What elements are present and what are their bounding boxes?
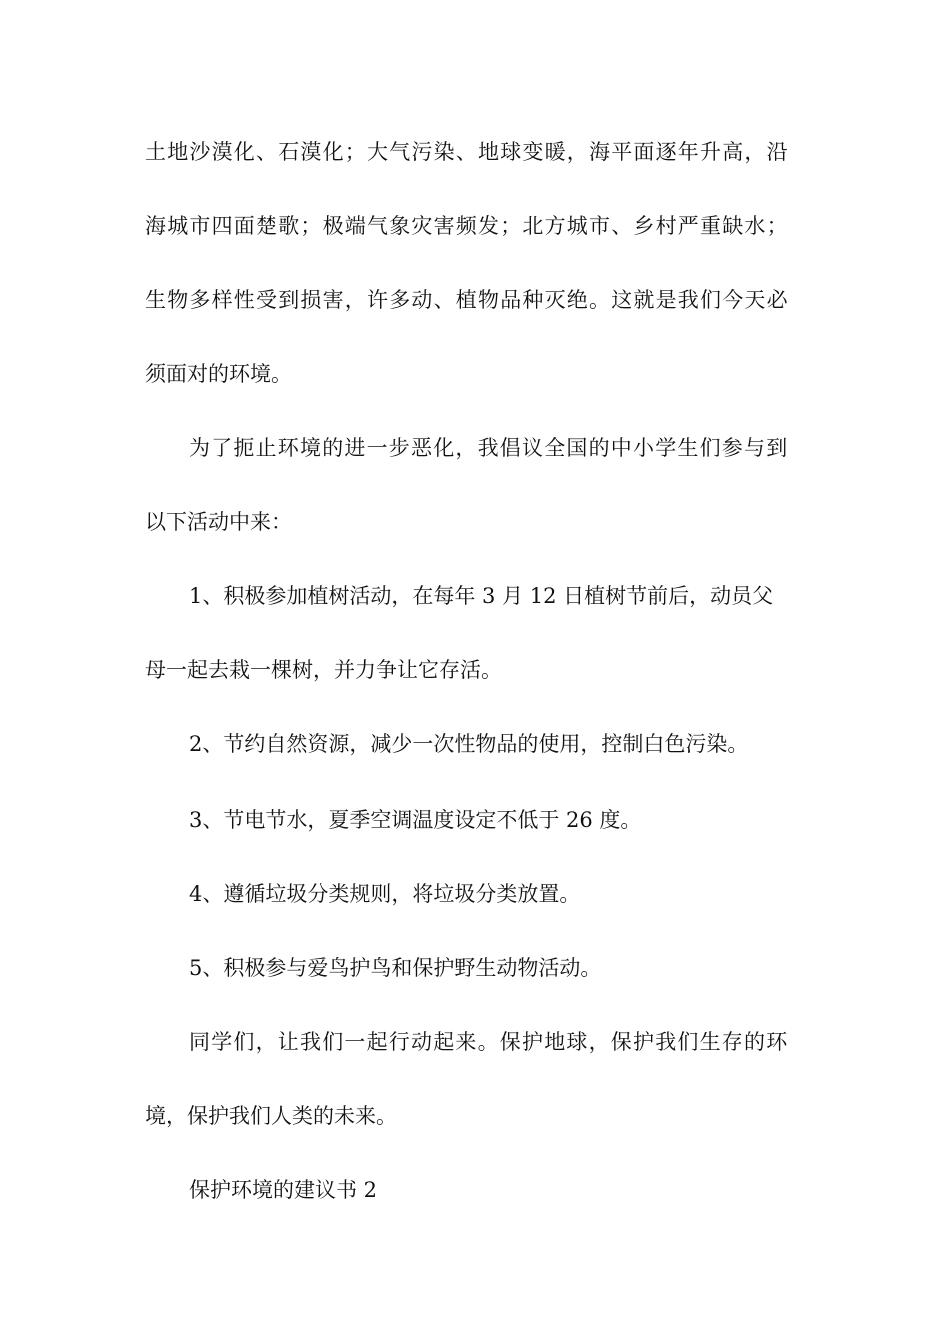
list-item-3: 3、节电节水，夏季空调温度设定不低于 26 度。	[189, 808, 642, 832]
text-line-4: 须面对的环境。	[145, 362, 292, 386]
text-line-13: 同学们，让我们一起行动起来。保护地球，保护我们生存的环	[189, 1030, 789, 1054]
list-item-2: 2、节约自然资源，减少一次性物品的使用，控制白色污染。	[189, 732, 749, 756]
list-item-5: 5、积极参与爱鸟护鸟和保护野生动物活动。	[189, 956, 602, 980]
text-line-2: 海城市四面楚歌；极端气象灾害频发；北方城市、乡村严重缺水；	[145, 214, 789, 238]
list-item-4: 4、遵循垃圾分类规则，将垃圾分类放置。	[189, 882, 581, 906]
text-line-6: 以下活动中来：	[145, 510, 292, 534]
text-line-8: 母一起去栽一棵树，并力争让它存活。	[145, 658, 502, 682]
text-line-5: 为了扼止环境的进一步恶化，我倡议全国的中小学生们参与到	[189, 436, 789, 460]
text-line-3: 生物多样性受到损害，许多动、植物品种灭绝。这就是我们今天必	[145, 288, 789, 312]
section-heading: 保护环境的建议书 2	[189, 1178, 378, 1202]
text-line-1: 土地沙漠化、石漠化；大气污染、地球变暖，海平面逐年升高，沿	[145, 140, 789, 164]
text-line-7: 1、积极参加植树活动，在每年 3 月 12 日植树节前后，动员父	[189, 584, 774, 608]
text-line-14: 境，保护我们人类的未来。	[145, 1104, 397, 1128]
